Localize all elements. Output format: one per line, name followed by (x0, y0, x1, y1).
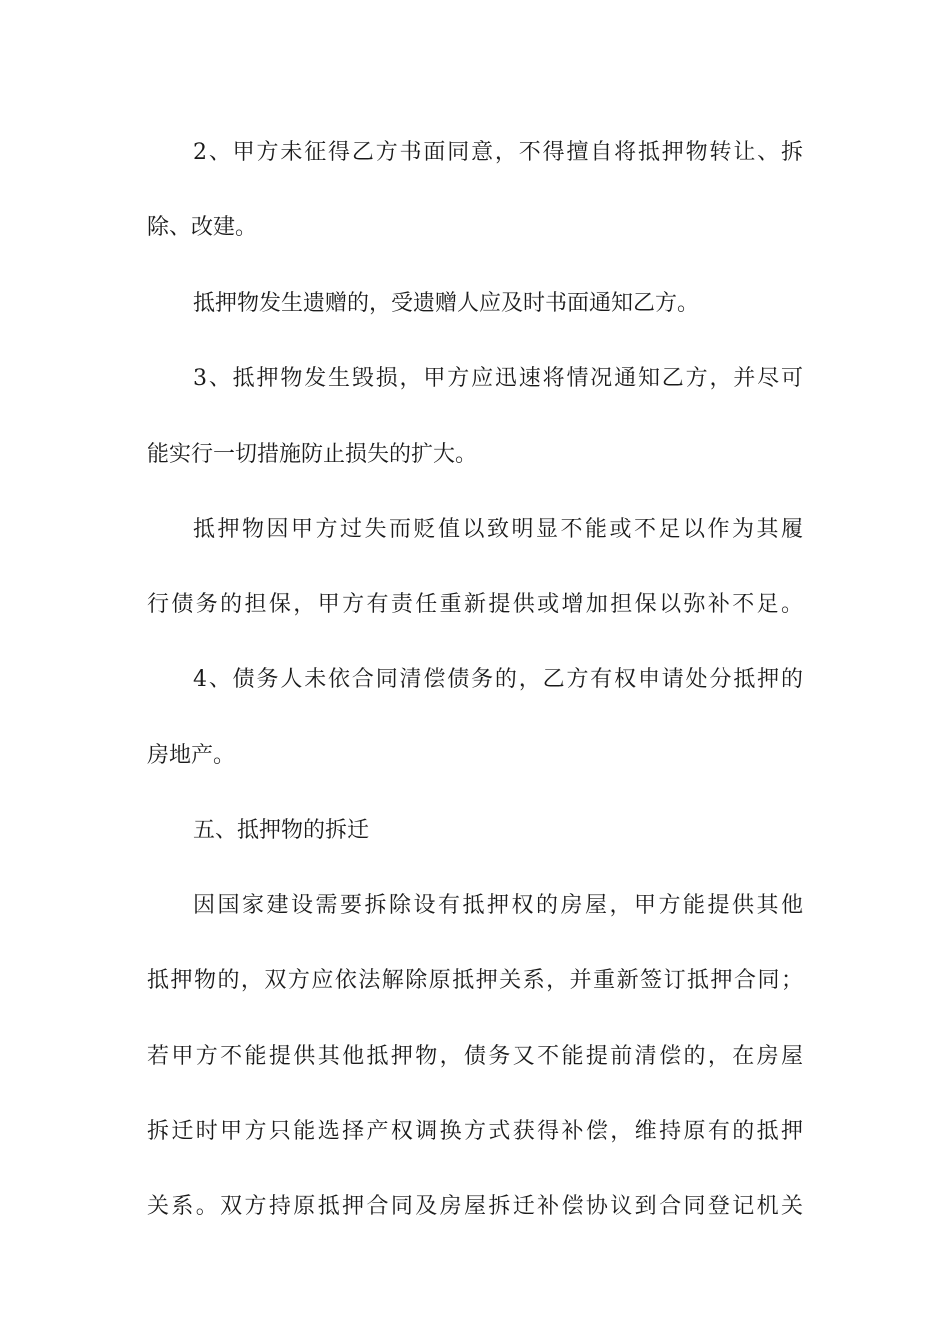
section-heading: 五、抵押物的拆迁 (193, 818, 370, 843)
paragraph-line: 房地产。 (147, 743, 236, 768)
paragraph-line: 若甲方不能提供其他抵押物，债务又不能提前清偿的，在房屋 (147, 1044, 803, 1069)
paragraph-line: 能实行一切措施防止损失的扩大。 (147, 442, 478, 467)
paragraph-line: 行债务的担保，甲方有责任重新提供或增加担保以弥补不足。 (147, 592, 803, 617)
paragraph-line: 除、改建。 (147, 215, 258, 240)
paragraph-line: 关系。双方持原抵押合同及房屋拆迁补偿协议到合同登记机关 (147, 1194, 803, 1219)
paragraph-line: 抵押物因甲方过失而贬值以致明显不能或不足以作为其履 (193, 517, 803, 542)
paragraph-line: 2、甲方未征得乙方书面同意，不得擅自将抵押物转让、拆 (193, 140, 803, 165)
paragraph-line: 抵押物的，双方应依法解除原抵押关系，并重新签订抵押合同； (147, 968, 803, 993)
paragraph-line: 拆迁时甲方只能选择产权调换方式获得补偿，维持原有的抵押 (147, 1119, 803, 1144)
paragraph-line: 抵押物发生遗赠的，受遗赠人应及时书面通知乙方。 (193, 291, 700, 316)
paragraph-line: 4、债务人未依合同清偿债务的，乙方有权申请处分抵押的 (193, 667, 803, 692)
paragraph-line: 因国家建设需要拆除设有抵押权的房屋，甲方能提供其他 (193, 893, 803, 918)
paragraph-line: 3、抵押物发生毁损，甲方应迅速将情况通知乙方，并尽可 (193, 366, 803, 391)
